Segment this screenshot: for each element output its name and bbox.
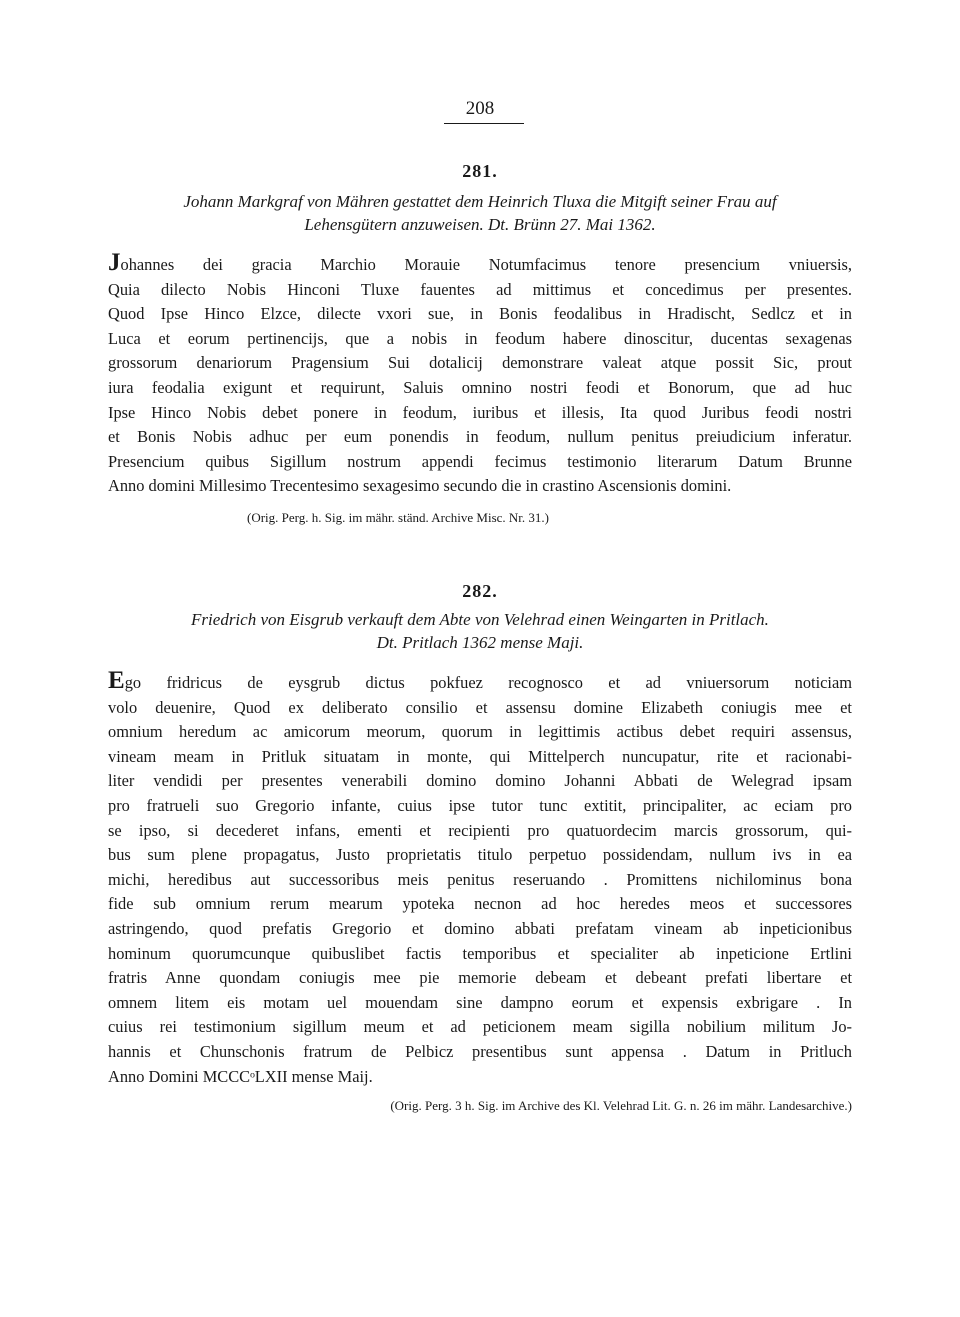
body-line: michi, heredibus aut successoribus meis penitus reseruando . Promittens nichilominus bona <box>108 869 852 889</box>
body-line: liter vendidi per presentes venerabili domino domino Johanni Abbati de Welegrad ipsam <box>108 771 852 791</box>
body-line: Anno domini Millesimo Trecentesimo sexagesimo secundo die in crastino Ascensionis domini. <box>108 476 732 496</box>
body-line: fratris Anne quondam coniugis mee pie memorie debeam et debeant prefati libertare et <box>108 968 852 988</box>
heading-line: Friedrich von Eisgrub verkauft dem Abte von Velehrad einen Weingarten in Pritlach. <box>191 610 769 629</box>
body-line: Quod Ipse Hinco Elzce, dilecte vxori sue, in Bonis feodalibus in Hradischt, Sedlcz et in <box>108 304 852 324</box>
document-body <box>108 667 852 1089</box>
page-number: 208 <box>465 98 495 119</box>
body-line: bus sum plene propagatus, Justo proprietatis titulo perpetuo possidendam, nullum ivs in ea <box>108 845 852 865</box>
body-line: Luca et eorum pertinencijs, que a nobis in feodum habere dinoscitur, ducentas sexagenas <box>108 328 852 348</box>
body-line-text: ohannes dei gracia Marchio Morauie Notumfacimus tenore presencium vniuersis, <box>120 255 852 274</box>
body-line-text: go fridricus de eysgrub dictus pokfuez recognosco et ad vniuersorum noticiam <box>124 673 852 692</box>
initial-letter: E <box>108 667 125 694</box>
body-line: Anno Domini MCCCᵒLXII mense Maij. <box>108 1066 373 1086</box>
body-line: Quia dilecto Nobis Hinconi Tluxe fauentes ad mittimus et concedimus per presentes. <box>108 279 852 299</box>
body-line: cuius rei testimonium sigillum meum et ad peticionem meam sigilla nobilium militum Jo- <box>108 1017 852 1037</box>
body-line: se ipso, si decederet infans, ementi et recipienti pro quatuordecim marcis grossorum, qui- <box>108 820 852 840</box>
heading-line: Lehensgütern anzuweisen. Dt. Brünn 27. Mai 1362. <box>304 215 656 234</box>
body-line: omnem litem eis motam uel mouendam sine dampno eorum et expensis exbrigare . In <box>108 992 852 1012</box>
document-body <box>108 249 852 499</box>
body-line: pro fratrueli suo Gregorio infante, cuius ipse tutor tunc extitit, principaliter, ac eciam pro <box>108 795 852 815</box>
body-line: volo deuenire, Quod ex deliberato consilio et assensu domine Elizabeth coniugis mee et <box>108 697 852 717</box>
document-number: 282. <box>462 581 498 601</box>
body-line <box>108 249 852 278</box>
body-line: Ipse Hinco Nobis debet ponere in feodum, iuribus et illesis, Ita quod Juribus feodi nostri <box>108 402 852 422</box>
body-line: iura feodalia exigunt et requirunt, Saluis omnino nostri feodi et Bonorum, que ad huc <box>108 377 852 397</box>
source-note: (Orig. Perg. h. Sig. im mähr. ständ. Archive Misc. Nr. 31.) <box>247 510 549 525</box>
body-line: astringendo, quod prefatis Gregorio et domino abbati prefatam vineam ab inpeticionibus <box>108 918 852 938</box>
body-line: fide sub omnium rerum mearum ypoteka necnon ad hoc heredes meos et successores <box>108 894 852 914</box>
document-heading <box>108 190 852 236</box>
body-line <box>108 667 852 696</box>
body-line: omnium heredum ac amicorum meorum, quorum in legittimis actibus debet requiri assensus, <box>108 722 852 742</box>
document-heading <box>108 608 852 654</box>
initial-letter: J <box>108 249 121 276</box>
body-line: Presencium quibus Sigillum nostrum appendi fecimus testimonio literarum Datum Brunne <box>108 451 852 471</box>
source-note: (Orig. Perg. 3 h. Sig. im Archive des Kl. Velehrad Lit. G. n. 26 im mähr. Landesarchive.) <box>390 1098 852 1113</box>
heading-line: Dt. Pritlach 1362 mense Maji. <box>376 633 584 652</box>
body-line: hannis et Chunschonis fratrum de Pelbicz presentibus sunt appensa . Datum in Pritluch <box>108 1041 852 1061</box>
body-line: vineam meam in Pritluk situatam in monte, qui Mittelperch nuncupatur, rite et racionabi- <box>108 746 852 766</box>
document-number: 281. <box>462 161 498 181</box>
body-line: hominum quorumcunque quibuslibet factis temporibus et specialiter ab inpeticione Ertlini <box>108 943 852 963</box>
page-number-rule <box>444 123 524 124</box>
body-line: grossorum denariorum Pragensium Sui dotalicij demonstrare valeat atque possit Sic, prout <box>108 353 852 373</box>
heading-line: Johann Markgraf von Mähren gestattet dem Heinrich Tluxa die Mitgift seiner Frau auf <box>183 192 777 211</box>
body-line: et Bonis Nobis adhuc per eum ponendis in feodum, nullum penitus preiudicium inferatur. <box>108 427 852 447</box>
